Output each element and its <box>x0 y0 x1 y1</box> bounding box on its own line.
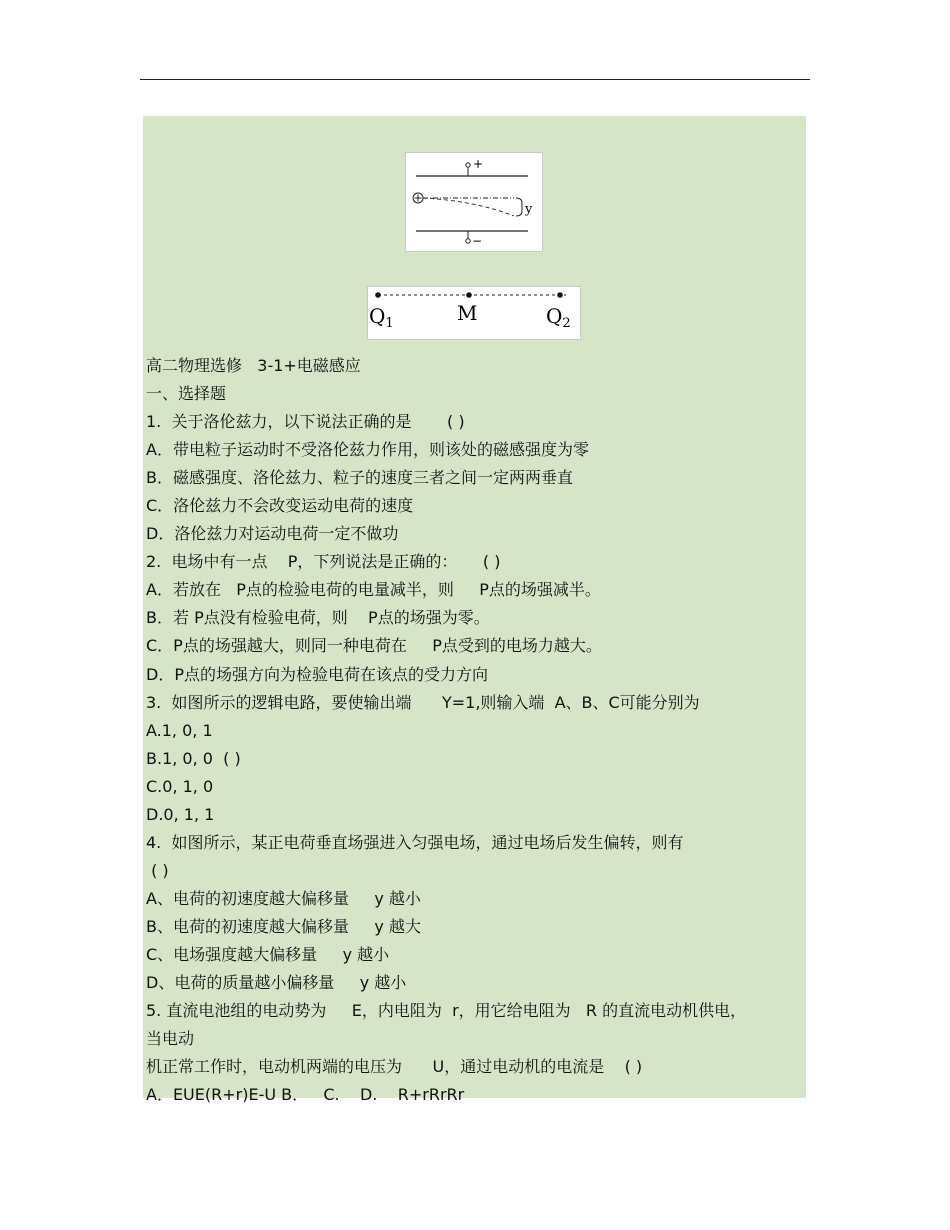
deflected-path <box>423 198 514 216</box>
question-5-cont-1: 当电动 <box>146 1029 195 1049</box>
q2-option-c: C．P点的场强越大，则同一种电荷在 P点受到的电场力越大。 <box>146 636 602 656</box>
doc-title: 高二物理选修 3-1+电磁感应 <box>146 356 361 375</box>
document-body <box>146 352 801 1109</box>
m-label: M <box>457 301 478 325</box>
q5-options: A．EUE(R+r)E-U B． C. D. R+rRrRr <box>146 1085 465 1105</box>
q3-option-b: B.1, 0, 0 ( ) <box>146 748 241 768</box>
q1-option-d: D．洛伦兹力对运动电荷一定不做功 <box>146 524 399 544</box>
offset-brace <box>516 198 522 216</box>
charges-figure <box>367 286 581 340</box>
q3-option-c: C.0, 1, 0 <box>146 776 214 796</box>
q1-label: $Q_1$ <box>369 304 394 331</box>
charges-diagram <box>368 287 580 339</box>
question-3: 3. 如图所示的逻辑电路，要使输出端 Y=1,则输入端 A、B、C可能分别为 <box>146 692 700 712</box>
q2-option-a: A．若放在 P点的检验电荷的电量减半，则 P点的场强减半。 <box>146 580 601 600</box>
deflection-diagram <box>406 153 542 251</box>
q1-option-b: B．磁感强度、洛伦兹力、粒子的速度三者之间一定两两垂直 <box>146 468 573 488</box>
question-5: 5. 直流电池组的电动势为 E，内电阻为 r，用它给电阻为 R 的直流电动机供电， <box>146 1001 747 1021</box>
content-panel <box>143 116 806 1105</box>
header-rule <box>140 79 810 80</box>
m-point <box>466 292 472 298</box>
question-4: 4. 如图所示，某正电荷垂直场强进入匀强电场，通过电场后发生偏转，则有 <box>146 832 684 852</box>
question-5-cont-2: 机正常工作时，电动机两端的电压为 U，通过电动机的电流是 ( ) <box>146 1057 643 1077</box>
question-1: 1. 关于洛伦兹力，以下说法正确的是 ( ) <box>146 412 465 432</box>
q2-label: $Q_2$ <box>546 304 571 331</box>
q2-point <box>557 292 563 298</box>
q3-option-a: A.1, 0, 1 <box>146 720 213 740</box>
q3-option-d: D.0, 1, 1 <box>146 804 215 824</box>
minus-label: − <box>472 234 483 248</box>
q2-option-b: B．若 P点没有检验电荷，则 P点的场强为零。 <box>146 608 490 628</box>
q4-option-b: B、电荷的初速度越大偏移量 y 越大 <box>146 916 421 936</box>
bottom-terminal <box>466 239 470 243</box>
q1-option-c: C．洛伦兹力不会改变运动电荷的速度 <box>146 496 414 516</box>
q4-option-c: C、电场强度越大偏移量 y 越小 <box>146 944 390 964</box>
q4-option-a: A、电荷的初速度越大偏移量 y 越小 <box>146 888 421 908</box>
question-2: 2. 电场中有一点 P，下列说法是正确的： ( ) <box>146 552 501 572</box>
q4-option-d: D、电荷的质量越小偏移量 y 越小 <box>146 973 407 993</box>
plus-label: + <box>473 157 484 171</box>
top-terminal <box>466 163 470 167</box>
deflection-figure <box>405 152 543 252</box>
y-label: y <box>525 202 533 217</box>
section-heading: 一、选择题 <box>146 384 227 404</box>
question-4-bracket: ( ) <box>146 860 169 880</box>
q1-option-a: A．带电粒子运动时不受洛伦兹力作用，则该处的磁感强度为零 <box>146 440 589 460</box>
q1-point <box>375 292 381 298</box>
q2-option-d: D．P点的场强方向为检验电荷在该点的受力方向 <box>146 664 488 684</box>
